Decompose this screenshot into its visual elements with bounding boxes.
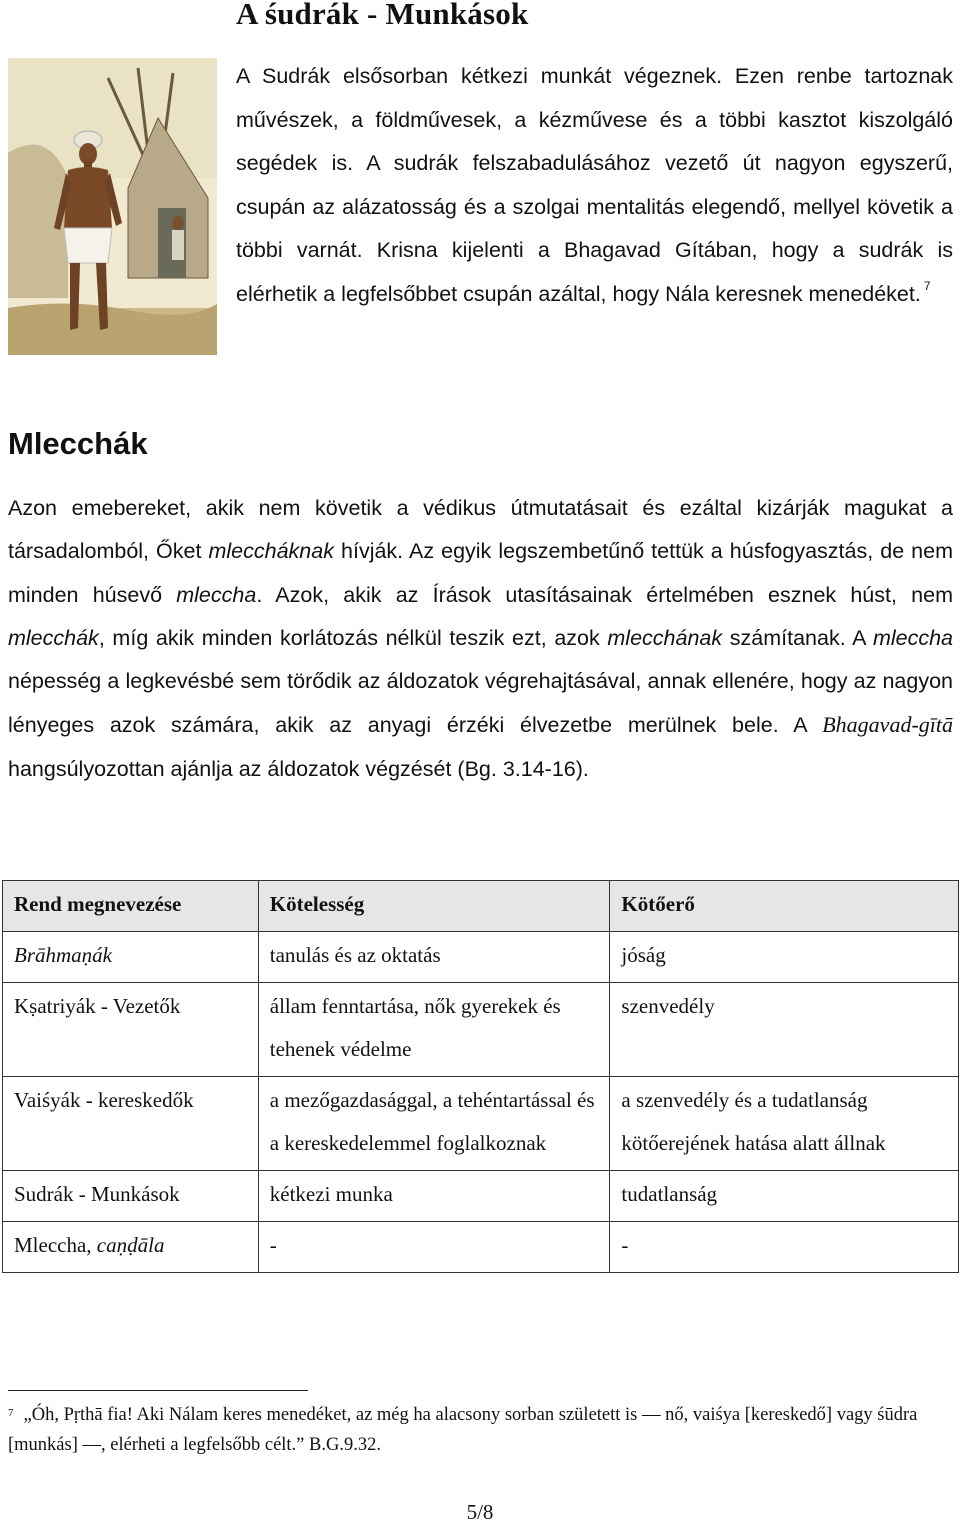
column-header: Rend megnevezése xyxy=(3,881,259,932)
table-cell: Kṣatriyák - Vezetők xyxy=(3,983,259,1077)
table-row xyxy=(3,1077,959,1171)
sudra-paragraph xyxy=(236,55,953,316)
table-cell: állam fenntartása, nők gyerekek és tehenek védelme xyxy=(258,983,610,1077)
table-row xyxy=(3,1171,959,1222)
table-cell-italic: caṇḍāla xyxy=(96,1233,165,1257)
table-cell: a mezőgazdasággal, a tehéntartással és a kereskedelemmel foglalkoznak xyxy=(258,1077,610,1171)
caste-table xyxy=(2,880,959,1273)
table-cell: tanulás és az oktatás xyxy=(258,932,610,983)
table-cell: a szenvedély és a tudatlanság kötőerejének hatása alatt állnak xyxy=(610,1077,959,1171)
italic-term: mleccha xyxy=(872,625,954,650)
table-cell: tudatlanság xyxy=(610,1171,959,1222)
table-header-row xyxy=(3,881,959,932)
page-number: 5/8 xyxy=(466,1500,494,1524)
table-cell xyxy=(3,1222,259,1273)
section-title-sudra: A śudrák - Munkások xyxy=(236,0,529,31)
section-heading-mleccha: Mlecchák xyxy=(8,426,148,461)
sudra-illustration xyxy=(8,58,217,355)
italic-term: mleccháknak xyxy=(208,539,334,564)
text-segment: . Azok, akik az Írások utasításainak értelmében esznek húst, nem xyxy=(256,582,953,607)
table-cell: szenvedély xyxy=(610,983,959,1077)
table-cell: kétkezi munka xyxy=(258,1171,610,1222)
footnote-text: „Óh, Pṛthā fia! Aki Nálam keres menedéket, az még ha alacsony sorban született is — nő, vaiśya [kereskedő] vagy śūdra [munkás] —, elérheti a legfelsőbb célt.” B.G.9.32. xyxy=(8,1405,918,1455)
table-cell: Vaiśyák - kereskedők xyxy=(3,1077,259,1171)
footnote-separator xyxy=(8,1390,308,1391)
table-cell: Sudrák - Munkások xyxy=(3,1171,259,1222)
italic-term: mleccha xyxy=(176,582,257,607)
text-segment: Azon emebereket, akik nem követik a védikus útmutatásait és ezáltal kizárják magukat a társadalomból, Őket xyxy=(8,496,953,564)
table-cell: Brāhmaṇák xyxy=(3,932,259,983)
footnote-ref[interactable]: 7 xyxy=(923,278,931,293)
footnote xyxy=(8,1400,953,1460)
table-cell: - xyxy=(610,1222,959,1273)
mleccha-paragraph xyxy=(8,487,953,791)
italic-term-gita: Bhagavad-gītā xyxy=(822,712,953,738)
table-cell: jóság xyxy=(610,932,959,983)
table-row xyxy=(3,932,959,983)
table-cell: - xyxy=(258,1222,610,1273)
column-header: Kötőerő xyxy=(610,881,959,932)
text-segment: , míg akik minden korlátozás nélkül teszik ezt, azok xyxy=(98,625,608,650)
table-cell-text: Mleccha, xyxy=(14,1233,92,1257)
sudra-paragraph-text: A Sudrák elsősorban kétkezi munkát végeznek. Ezen renbe tartoznak művészek, a földművesek, a kézművese és a többi kasztot kiszolgáló segédek is. A sudrák felszabadulásához vezető út nagyon egyszerű, csupán az alázatosság és a szolgai mentalitás elegendő, mellyel követik a többi varnát. Krisna kijelenti a Bhagavad Gítában, hogy a sudrák is elérhetik a legfelsőbbet csupán azáltal, hogy Nála keresnek menedéket. xyxy=(236,64,953,306)
italic-term: mlecchák xyxy=(8,625,99,650)
italic-term: mlecchának xyxy=(607,625,723,650)
table-row xyxy=(3,1222,959,1273)
table-row xyxy=(3,983,959,1077)
text-segment: népesség a legkevésbé sem törődik az áldozatok végrehajtásával, annak ellenére, hogy az nagyon lényeges azok számára, akik az anyagi érzéki élvezetbe merülnek bele. A xyxy=(8,669,953,738)
text-segment: hangsúlyozottan ajánlja az áldozatok végzését (Bg. 3.14-16). xyxy=(8,756,589,781)
text-segment: hívják. Az egyik legszembetűnő tettük a húsfogyasztás, de nem minden húsevő xyxy=(8,539,954,607)
text-segment: számítanak. A xyxy=(722,625,873,650)
column-header: Kötelesség xyxy=(258,881,610,932)
footnote-number: 7 xyxy=(8,1407,14,1419)
